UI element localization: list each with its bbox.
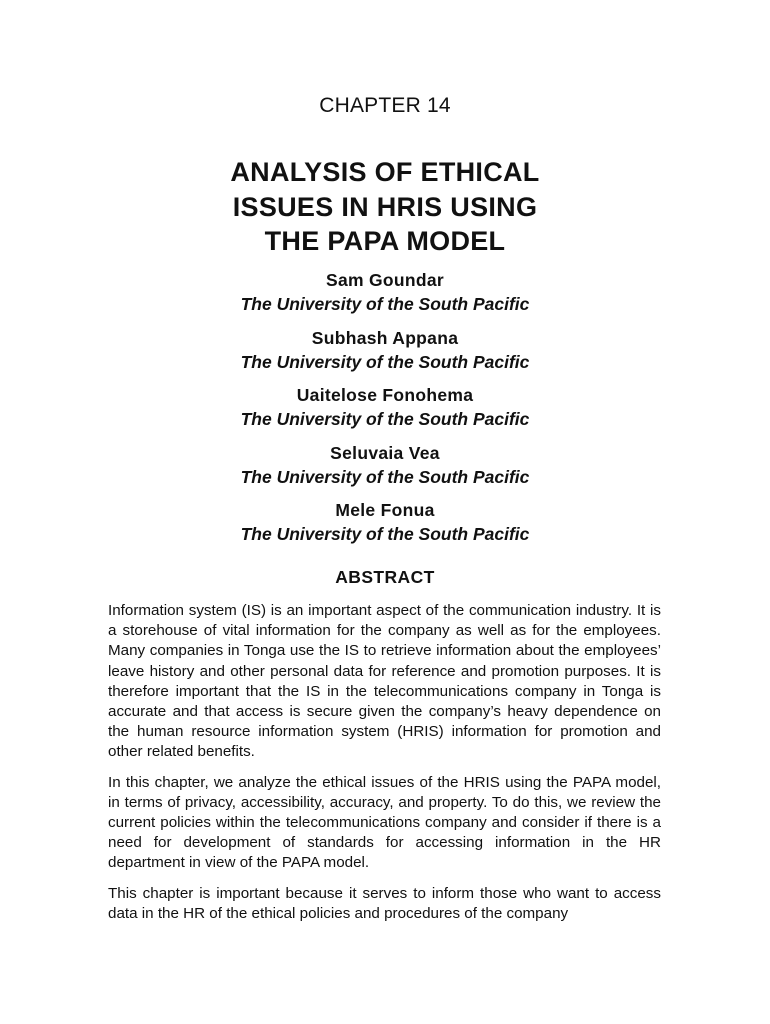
abstract-paragraph: Information system (IS) is an important aspect of the communication industry. It is a storehouse of vital information for the company as well as for the employees. Many companies in Tonga use the IS to retrieve information about the employees’ leave history and other personal data for reference and promotion purposes. It is therefore important that the IS in the telecommunications company in Tonga is accurate and that access is secure given the company’s heavy dependence on the human resource information system (HRIS) information for promotion and other related benefits.	[108, 602, 661, 761]
chapter-title-line: ANALYSIS OF ETHICAL	[230, 157, 540, 187]
chapter-number: CHAPTER 14	[319, 94, 451, 117]
author-affiliation: The University of the South Pacific	[240, 466, 530, 487]
author-affiliation: The University of the South Pacific	[240, 409, 530, 429]
chapter-title-line: ISSUES IN HRIS USING	[232, 191, 538, 222]
author-affiliation: The University of the South Pacific	[240, 294, 530, 314]
author-block	[0, 441, 770, 499]
abstract-paragraph: This chapter is important because it serves to inform those who want to access data in the HR of the ethical policies and procedures of the company	[108, 884, 661, 922]
abstract-heading: ABSTRACT	[335, 567, 435, 587]
chapter-title	[0, 155, 770, 259]
author-name: Mele Fonua	[335, 500, 435, 520]
author-name: Uaitelose Fonohema	[296, 385, 474, 405]
author-block	[0, 326, 770, 384]
author-affiliation: The University of the South Pacific	[240, 524, 530, 544]
author-block	[0, 498, 770, 556]
abstract-body	[108, 601, 661, 934]
chapter-title-line: THE PAPA MODEL	[264, 226, 506, 256]
author-block	[0, 268, 770, 326]
author-name: Seluvaia Vea	[330, 442, 440, 463]
author-affiliation: The University of the South Pacific	[240, 351, 530, 372]
author-block	[0, 383, 770, 441]
author-list	[0, 268, 770, 556]
author-name: Subhash Appana	[311, 327, 459, 348]
abstract-paragraph: In this chapter, we analyze the ethical issues of the HRIS using the PAPA model, in terms of privacy, accessibility, accuracy, and property. To do this, we review the current policies within the telecommunications company and consider if there is a need for development of standards for accessing information in the HR department in view of the PAPA model.	[108, 773, 661, 872]
author-name: Sam Goundar	[325, 270, 445, 290]
